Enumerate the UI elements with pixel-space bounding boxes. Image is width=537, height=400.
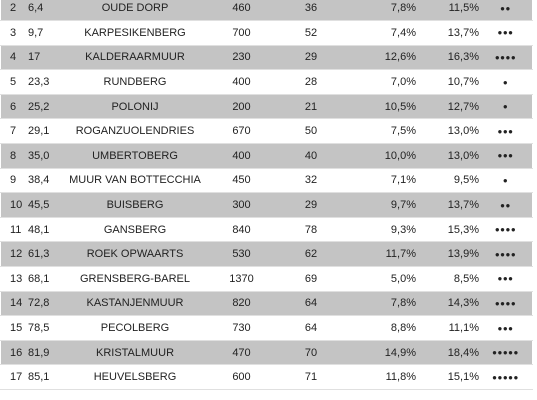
climb-name: HEUVELSBERG (60, 365, 210, 390)
climb-length: 400 (210, 144, 273, 169)
difficulty-dots: ●●● (479, 316, 533, 341)
climb-km: 61,3 (28, 242, 60, 267)
climb-max-gradient: 9,5% (416, 168, 479, 193)
difficulty-dots: ●●● (479, 144, 533, 169)
climb-km: 17 (28, 45, 60, 70)
climb-length: 470 (210, 340, 273, 365)
climb-height: 29 (273, 45, 349, 70)
climb-km: 81,9 (28, 340, 60, 365)
climb-number: 9 (1, 168, 29, 193)
climb-avg-gradient: 7,8% (349, 0, 416, 21)
table-row (1, 0, 533, 21)
climb-length: 600 (210, 365, 273, 390)
climb-max-gradient: 11,5% (416, 0, 479, 21)
climb-length: 530 (210, 242, 273, 267)
climb-max-gradient: 8,5% (416, 267, 479, 292)
climb-avg-gradient: 9,3% (349, 217, 416, 242)
climb-length: 300 (210, 193, 273, 218)
climb-height: 52 (273, 21, 349, 46)
climb-name: POLONIJ (60, 94, 210, 119)
climb-number: 3 (1, 21, 29, 46)
climb-name: OUDE DORP (60, 0, 210, 21)
table-row (1, 21, 533, 46)
climb-avg-gradient: 10,5% (349, 94, 416, 119)
climb-number: 5 (1, 70, 29, 95)
climb-length: 230 (210, 45, 273, 70)
climb-number: 15 (1, 316, 29, 341)
climb-avg-gradient: 10,0% (349, 144, 416, 169)
climb-height: 28 (273, 70, 349, 95)
climb-name: KALDERAARMUUR (60, 45, 210, 70)
climb-name: RUNDBERG (60, 70, 210, 95)
climb-number: 13 (1, 267, 29, 292)
climb-avg-gradient: 14,9% (349, 340, 416, 365)
climb-name: BUISBERG (60, 193, 210, 218)
difficulty-dots: ●●●● (479, 217, 533, 242)
climb-km: 72,8 (28, 291, 60, 316)
climb-name: KARPESIKENBERG (60, 21, 210, 46)
climb-length: 200 (210, 94, 273, 119)
climb-number: 7 (1, 119, 29, 144)
climb-name: GANSBERG (60, 217, 210, 242)
difficulty-dots: ●●● (479, 21, 533, 46)
climb-km: 48,1 (28, 217, 60, 242)
climb-max-gradient: 16,3% (416, 45, 479, 70)
climb-km: 38,4 (28, 168, 60, 193)
climb-name: ROEK OPWAARTS (60, 242, 210, 267)
difficulty-dots: ● (479, 70, 533, 95)
climb-name: UMBERTOBERG (60, 144, 210, 169)
climb-km: 23,3 (28, 70, 60, 95)
climb-number: 10 (1, 193, 29, 218)
difficulty-dots: ●●●●● (479, 365, 533, 390)
climb-max-gradient: 13,0% (416, 144, 479, 169)
climb-length: 1370 (210, 267, 273, 292)
climb-number: 2 (1, 0, 29, 21)
climb-avg-gradient: 7,1% (349, 168, 416, 193)
difficulty-dots: ●●●● (479, 242, 533, 267)
climb-avg-gradient: 7,0% (349, 70, 416, 95)
climbs-table-body (1, 0, 533, 390)
climb-avg-gradient: 7,5% (349, 119, 416, 144)
climb-max-gradient: 15,1% (416, 365, 479, 390)
table-row (1, 291, 533, 316)
climb-number: 4 (1, 45, 29, 70)
table-row (1, 70, 533, 95)
climb-km: 6,4 (28, 0, 60, 21)
table-row (1, 217, 533, 242)
table-row (1, 94, 533, 119)
climb-avg-gradient: 9,7% (349, 193, 416, 218)
climb-km: 25,2 (28, 94, 60, 119)
climb-height: 21 (273, 94, 349, 119)
climb-max-gradient: 10,7% (416, 70, 479, 95)
difficulty-dots: ●● (479, 0, 533, 21)
climb-avg-gradient: 11,8% (349, 365, 416, 390)
climb-height: 78 (273, 217, 349, 242)
climb-height: 69 (273, 267, 349, 292)
climb-number: 8 (1, 144, 29, 169)
climb-number: 14 (1, 291, 29, 316)
climb-number: 12 (1, 242, 29, 267)
climb-height: 71 (273, 365, 349, 390)
climb-height: 50 (273, 119, 349, 144)
difficulty-dots: ●● (479, 193, 533, 218)
climb-length: 460 (210, 0, 273, 21)
climb-length: 730 (210, 316, 273, 341)
climb-name: ROGANZUOLENDRIES (60, 119, 210, 144)
climb-max-gradient: 15,3% (416, 217, 479, 242)
climb-number: 17 (1, 365, 29, 390)
table-row (1, 242, 533, 267)
climb-km: 78,5 (28, 316, 60, 341)
climb-number: 6 (1, 94, 29, 119)
climb-height: 70 (273, 340, 349, 365)
climb-km: 45,5 (28, 193, 60, 218)
table-row (1, 193, 533, 218)
climb-km: 68,1 (28, 267, 60, 292)
climb-km: 29,1 (28, 119, 60, 144)
difficulty-dots: ●●●● (479, 291, 533, 316)
climb-name: KRISTALMUUR (60, 340, 210, 365)
climb-km: 85,1 (28, 365, 60, 390)
climb-max-gradient: 12,7% (416, 94, 479, 119)
climb-length: 700 (210, 21, 273, 46)
difficulty-dots: ●●●● (479, 45, 533, 70)
climb-length: 670 (210, 119, 273, 144)
climb-avg-gradient: 11,7% (349, 242, 416, 267)
table-row (1, 45, 533, 70)
difficulty-dots: ●●●●● (479, 340, 533, 365)
climb-height: 36 (273, 0, 349, 21)
climb-avg-gradient: 12,6% (349, 45, 416, 70)
climb-max-gradient: 13,7% (416, 193, 479, 218)
climb-height: 64 (273, 291, 349, 316)
climb-length: 820 (210, 291, 273, 316)
climb-height: 29 (273, 193, 349, 218)
climb-length: 840 (210, 217, 273, 242)
table-row (1, 340, 533, 365)
table-row (1, 267, 533, 292)
climb-name: KASTANJENMUUR (60, 291, 210, 316)
climb-height: 64 (273, 316, 349, 341)
climb-length: 400 (210, 70, 273, 95)
climb-km: 9,7 (28, 21, 60, 46)
climb-max-gradient: 14,3% (416, 291, 479, 316)
table-row (1, 168, 533, 193)
climb-avg-gradient: 5,0% (349, 267, 416, 292)
climb-height: 32 (273, 168, 349, 193)
climb-number: 16 (1, 340, 29, 365)
climb-length: 450 (210, 168, 273, 193)
table-row (1, 119, 533, 144)
table-row (1, 144, 533, 169)
climb-max-gradient: 13,0% (416, 119, 479, 144)
climb-name: PECOLBERG (60, 316, 210, 341)
climb-name: MUUR VAN BOTTECCHIA (60, 168, 210, 193)
climb-height: 62 (273, 242, 349, 267)
difficulty-dots: ● (479, 168, 533, 193)
table-row (1, 365, 533, 390)
climb-avg-gradient: 7,8% (349, 291, 416, 316)
climb-max-gradient: 13,9% (416, 242, 479, 267)
climb-height: 40 (273, 144, 349, 169)
climb-name: GRENSBERG-BAREL (60, 267, 210, 292)
difficulty-dots: ●●● (479, 267, 533, 292)
climb-km: 35,0 (28, 144, 60, 169)
climb-number: 11 (1, 217, 29, 242)
difficulty-dots: ● (479, 94, 533, 119)
difficulty-dots: ●●● (479, 119, 533, 144)
climb-max-gradient: 11,1% (416, 316, 479, 341)
climb-avg-gradient: 7,4% (349, 21, 416, 46)
climb-max-gradient: 18,4% (416, 340, 479, 365)
climb-max-gradient: 13,7% (416, 21, 479, 46)
table-row (1, 316, 533, 341)
climb-avg-gradient: 8,8% (349, 316, 416, 341)
